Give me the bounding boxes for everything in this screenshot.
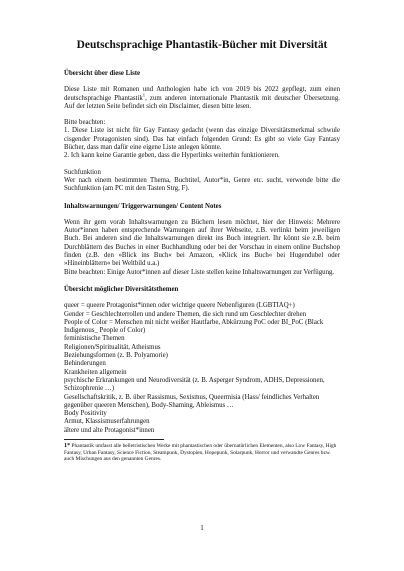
search-heading: Suchfunktion	[64, 168, 101, 176]
list-item: ältere und alte Protagonist*innen	[64, 426, 155, 434]
content-notes-paragraph: Wenn ihr gern vorab Inhaltswarnungen zu Büchern lesen möchtet, hier der Hinweis: Mehrere Autor*innen haben entsprechende Warnungen auf ihrer Webseite, z.B. verlinkt beim jeweiligen Buch. Bei anderen sind die Inhaltswarnungen direkt ins Buch integriert. Ihr könnt sie z.B. beim Durchblättern des Buches in einer Buchhandlung oder bei der Vorschau in einem online Buchshop finden (z.B. den »Blick ins Buch« bei Amazon, »Klick ins Buch« bei Hugendubel oder »Hineinblättern« bei Weltbild u.a.)	[64, 218, 340, 268]
footnote-text: Phantastik umfasst alle belletristischen Werke mit phantastischen oder übernatürlichen Elementen, also Low Fantasy, High Fantasy, Urban Fantasy, Science Fiction, Steampunk, Dystopien, Hopepunk, Solarpunk, Horror und verwandte Genres bzw. auch Mischungen aus den genannten Genres.	[64, 442, 337, 463]
list-item: Religionen/Spiritualität, Atheismus	[64, 343, 161, 351]
page-number: 1	[200, 524, 204, 532]
document-title: Deutschsprachige Phantastik-Bücher mit Diversität	[76, 39, 328, 51]
list-item: Behinderungen	[64, 360, 106, 368]
list-item: Armut, Klassismuserfahrungen	[64, 418, 150, 426]
overview-text-end: , zum anderen internationale Phantastik mit deutscher Übersetzung. Auf der letzten Seite befindet sich ein Disclaimer, diesen bitte lesen.	[64, 94, 340, 110]
overview-text-start: Diese Liste mit Romanen und Anthologien habe ich von 2019 bis 2022 gepflegt, zum einen deutschsprachige Phantastik	[64, 86, 340, 102]
footnote-reference[interactable]: 1	[142, 92, 146, 98]
section-heading-content-notes: Inhaltswarnungen/ Triggerwarnungen/ Content Notes	[64, 202, 222, 210]
list-item: Body Positivity	[64, 410, 107, 418]
list-item: queer = queere Protagonist*innen oder wichtige queere Nebenfiguren (LGBTIAQ+)	[64, 302, 295, 310]
footnote	[64, 443, 340, 463]
content-notes-note: Bitte beachten: Einige Autor*innen auf dieser Liste stellen keine Inhaltswarnungen zur Verfügung.	[64, 268, 335, 276]
list-item: feministische Themen	[64, 335, 125, 343]
list-item: Krankheiten allgemein	[64, 368, 127, 376]
list-item: Gender = Geschlechterrollen und andere Themen, die sich rund um Geschlechter drehen	[64, 310, 307, 318]
diversity-topics-list	[64, 302, 340, 435]
list-item: Beziehungsformen (z. B. Polyamorie)	[64, 352, 168, 360]
footnote-divider	[64, 439, 164, 440]
section-heading-overview: Übersicht über diese Liste	[64, 70, 141, 77]
note-item-1: 1. Diese Liste ist nicht für Gay Fantasy gedacht (wenn das einzige Diversitätsmerkmal schwule cisgender Protagonisten sind). Das hat einfach folgenden Grund: Es gibt so viele Gay Fantasy Bücher, dass man dafür eine eigene Liste anlegen könnte.	[64, 127, 340, 152]
section-heading-diversity-topics: Übersicht möglicher Diversitätsthemen	[64, 285, 179, 293]
list-item: Gesellschaftskritik, z. B. über Rassismus, Sexismus, Queermisia (Hass/ feindliches Verhalten gegenüber queeren Menschen), Body-Shaming, Ableismus …	[64, 393, 320, 409]
list-item: People of Color = Menschen mit nicht weißer Hautfarbe, Abkürzung PoC oder BI_PoC (Black Indigenous_ People of Color)	[64, 318, 324, 335]
note-item-2: 2. Ich kann keine Garantie geben, dass die Hyperlinks weiterhin funktionieren.	[64, 152, 280, 160]
search-text: Wer nach einem bestimmten Thema, Buchtitel, Autor*in, Genre etc. sucht, verwende bitte die Suchfunktion (am PC mit den Tasten Strg, F).	[64, 176, 340, 193]
footnote-marker: 1*	[64, 441, 71, 449]
list-item: psychische Erkrankungen und Neurodiversität (z. B. Asperger Syndrom, ADHS, Depressionen, Schizophrenie …)	[64, 376, 325, 393]
note-intro: Bitte beachten:	[64, 119, 106, 127]
overview-paragraph	[64, 86, 340, 111]
document-body	[64, 70, 340, 463]
